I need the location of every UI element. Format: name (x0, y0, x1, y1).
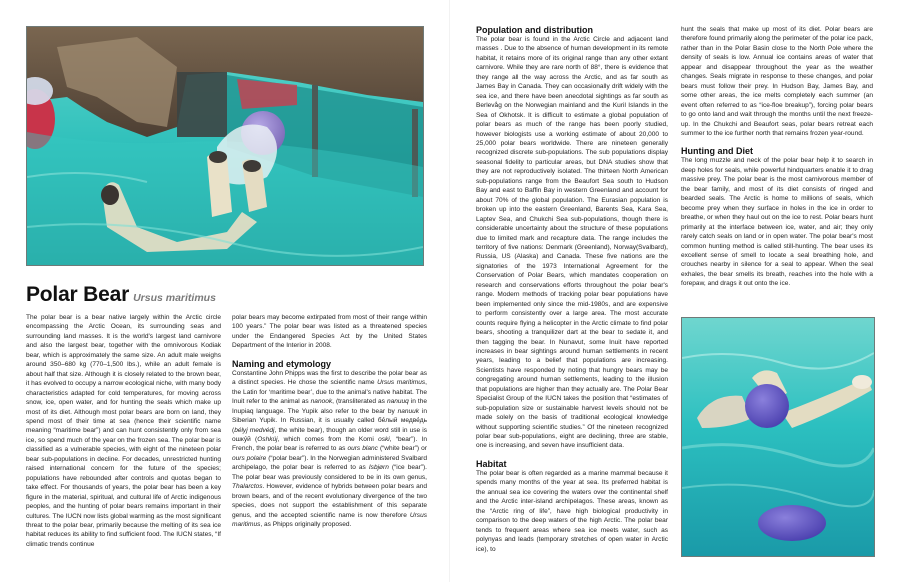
naming-paragraph: Constantine John Phipps was the first to describe the polar bear as a distinct species. He chose the scientific name Ursus maritimus, the Latin for ‘maritime bear’, due to the animal's native habitat. The Inuit refer to the animal as nanook, (transliterated as nanuuq in the Inupiaq language. The Yupik also refer to the bear by nanuuk in Siberian Yupik. In Russian, it is usually called бе́лый медве́дь (bélyj medvédj, the white bear), though an older word still in use is ошку́й (Oshkúj, which comes from the Komi oski, “bear”). In French, the polar bear is referred to as ours blanc (“white bear”) or ours polaire (“polar bear”). In the Norwegian administered Svalbard archipelago, the polar bear is referred to as Isbjørn (“ice bear”). The polar bear was previously considered to be in its own genus, Thalarctos. However, evidence of hybrids between polar bears and brown bears, and of the recent evolutionary divergence of the two species, does not support the establishment of this separate genus, and the accepted scientific name is now therefore Ursus maritimus, as Phipps originally proposed. (232, 369, 428, 529)
naming-heading: Naming and etymology (232, 358, 332, 369)
side-photo (681, 317, 875, 557)
habitat-continuation: hunt the seals that make up most of its diet. Polar bears are therefore found primarily along the perimeter of the polar ice pack, rather than in the Polar Basin close to the North Pole where the density of seals is low. Annual ice contains areas of water that appear and disappear throughout the year as the weather changes. Seals migrate in response to these changes, and polar bears must follow their prey. In Hudson Bay, James Bay, and some other areas, the ice melts completely each summer (an event often referred to as “ice-floe breakup”), forcing polar bears to go onto land and wait through the months until the next freeze-up. In the Chukchi and Beaufort seas, polar bears retreat each summer to the ice further north that remains frozen year-round. (681, 26, 873, 137)
population-paragraph: The polar bear is found in the Arctic Circle and adjacent land masses . Due to the absence of human development in its remote habitat, it retains more of its original range than any other extant carnivore. While they are rare north of 88°, there is evidence that they range all the way across the Arctic, and as far south as James Bay in Canada. They can occasionally drift widely with the sea ice, and there have been anecdotal sightings as far south as Berlevåg on the Norwegian mainland and the Kuril Islands in the Sea of Okhotsk. It is difficult to estimate a global population of polar bears as much of the range has been poorly studied, however biologists use a working estimate of about 20,000 to 25,000 polar bears worldwide. There are nineteen generally recognized discrete sub-populations. The sub populations display seasonal fidelity to particular areas, but DNA studies show that they are not reproductively isolated. The thirteen North American sub-populations range from the Beaufort Sea south to Hudson Bay and east to Baffin Bay in western Greenland and account for about 70% of the global population. The Eurasian population is broken up into the eastern Greenland, Barents Sea, Kara Sea, Laptev Sea, and Chukchi Sea sub-populations, though there is considerable uncertainty about the structure of these populations due to limited mark and recapture data. The range includes the territory of five nations: Denmark (Greenland), Norway(Svalbard), Russia, US (Alaska) and Canada. These five nations are the signatories of the 1973 International Agreement for the Conservation of Polar Bears, which mandates cooperation on research and conservations efforts throughout the polar bear's range. Modern methods of tracking polar bear populations have been implemented only since the mid-1980s, and are expensive to perform consistently over a large area. The most accurate counts require flying a helicopter in the Arctic climate to find polar bears, shooting a tranquilizer dart at the bear to sedate it, and then tagging the bear. In Nunavut, some Inuit have reported increases in bear sightings around human settlements in recent years, leading to a belief that populations are increasing. Scientists have responded by noting that hungry bears may be congregating around human settlements, leading to the illusion that populations are higher than they actually are. The Polar Bear Specialist Group of the IUCN takes the position that “estimates of sub-population size or sustainable harvest levels should not be made solely on the basis of traditional ecological knowledge without supporting scientific studies.” Of the nineteen recognized polar bear sub-populations, eight are declining, three are stable, one is increasing, and seven have insufficient data. (476, 36, 668, 450)
hunting-heading: Hunting and Diet (681, 146, 753, 157)
column-1 (26, 313, 221, 549)
intro-continuation: polar bears may become extirpated from most of their range within 100 years.” The polar bear was listed as a threatened species under the Endangered Species Act by the United States Department of the Interior in 2008. (232, 314, 427, 350)
habitat-paragraph: The polar bear is often regarded as a marine mammal because it spends many months of the year at sea. Its preferred habitat is the annual sea ice covering the waters over the continental shelf and the Arctic inter-island archipelagos. These areas, known as the “Arctic ring of life”, have high biological productivity in comparison to the deep waters of the high Arctic. The polar bear tends to frequent areas where sea ice meets water, such as polynyas and leads (temporary stretches of open water in Arctic ice), to (476, 469, 668, 553)
intro-paragraph: The polar bear is a bear native largely within the Arctic circle encompassing the Arctic Ocean, its surrounding seas and surrounding land masses. It is the world's largest land carnivore and also the largest bear, together with the omnivorous Kodiak bear, which is approximately the same size. An adult male weighs around 350–680 kg (770–1,500 lbs.), while an adult female is about half that size. Although it is closely related to the brown bear, it has evolved to occupy a narrow ecological niche, with many body characteristics adapted for cold temperatures, for moving across snow, ice, open water, and for hunting the seals which make up most of its diet. Although most polar bears are born on land, they spend most of their time at sea (hence their scientific name meaning “maritime bear”) and can hunt consistently only from sea ice, so spend much of the year on the frozen sea. The polar bear is classified as a vulnerable species, with eight of the nineteen polar bear sub-populations in decline. For decades, unrestricted hunting raised international concern for the future of the species; populations have rebounded after controls and quotas began to take effect. For thousands of years, the polar bear has been a key figure in the material, spiritual, and cultural life of Arctic indigenous peoples, and the hunting of polar bears remains important in their cultures. The IUCN now lists global warming as the most significant threat to the polar bear, primarily because the melting of its sea ice habitat reduces its ability to find sufficient food. The IUCN states, “If climatic trends continue (26, 314, 221, 548)
habitat-heading: Habitat (476, 458, 507, 469)
polar-bear-ball-image (682, 318, 874, 556)
column-3 (476, 25, 668, 554)
page-gutter (449, 0, 450, 582)
main-photo (26, 26, 424, 266)
column-2 (232, 313, 427, 530)
purple-ball-near-bear (745, 384, 789, 428)
polar-bear-pool-image (27, 27, 423, 265)
scientific-name: Ursus maritimus (133, 292, 216, 304)
hunting-paragraph: The long muzzle and neck of the polar bear help it to search in deep holes for seals, while powerful hindquarters enable it to drag massive prey. The polar bear is the most carnivorous member of the bear family, and most of its diet consists of ringed and bearded seals. The Arctic is home to millions of seals, which become prey when they surface in holes in the ice in order to breathe, or when they haul out on the ice to rest. Polar bears hunt primarily at the interface between ice, water, and air; they only rarely catch seals on land or in open water. The polar bear's most common hunting method is called still-hunting. The bear uses its excellent sense of smell to locate a seal breathing hole, and crouches nearby in silence for a seal to appear. When the seal exhales, the bear smells its breath, reaches into the hole with a forepaw, and drags it out onto the ice. (681, 157, 873, 288)
article-title (26, 283, 216, 307)
purple-ball-foreground (758, 505, 826, 541)
common-name: Polar Bear (26, 283, 130, 306)
column-4 (681, 25, 873, 289)
population-heading: Population and distribution (476, 25, 593, 35)
